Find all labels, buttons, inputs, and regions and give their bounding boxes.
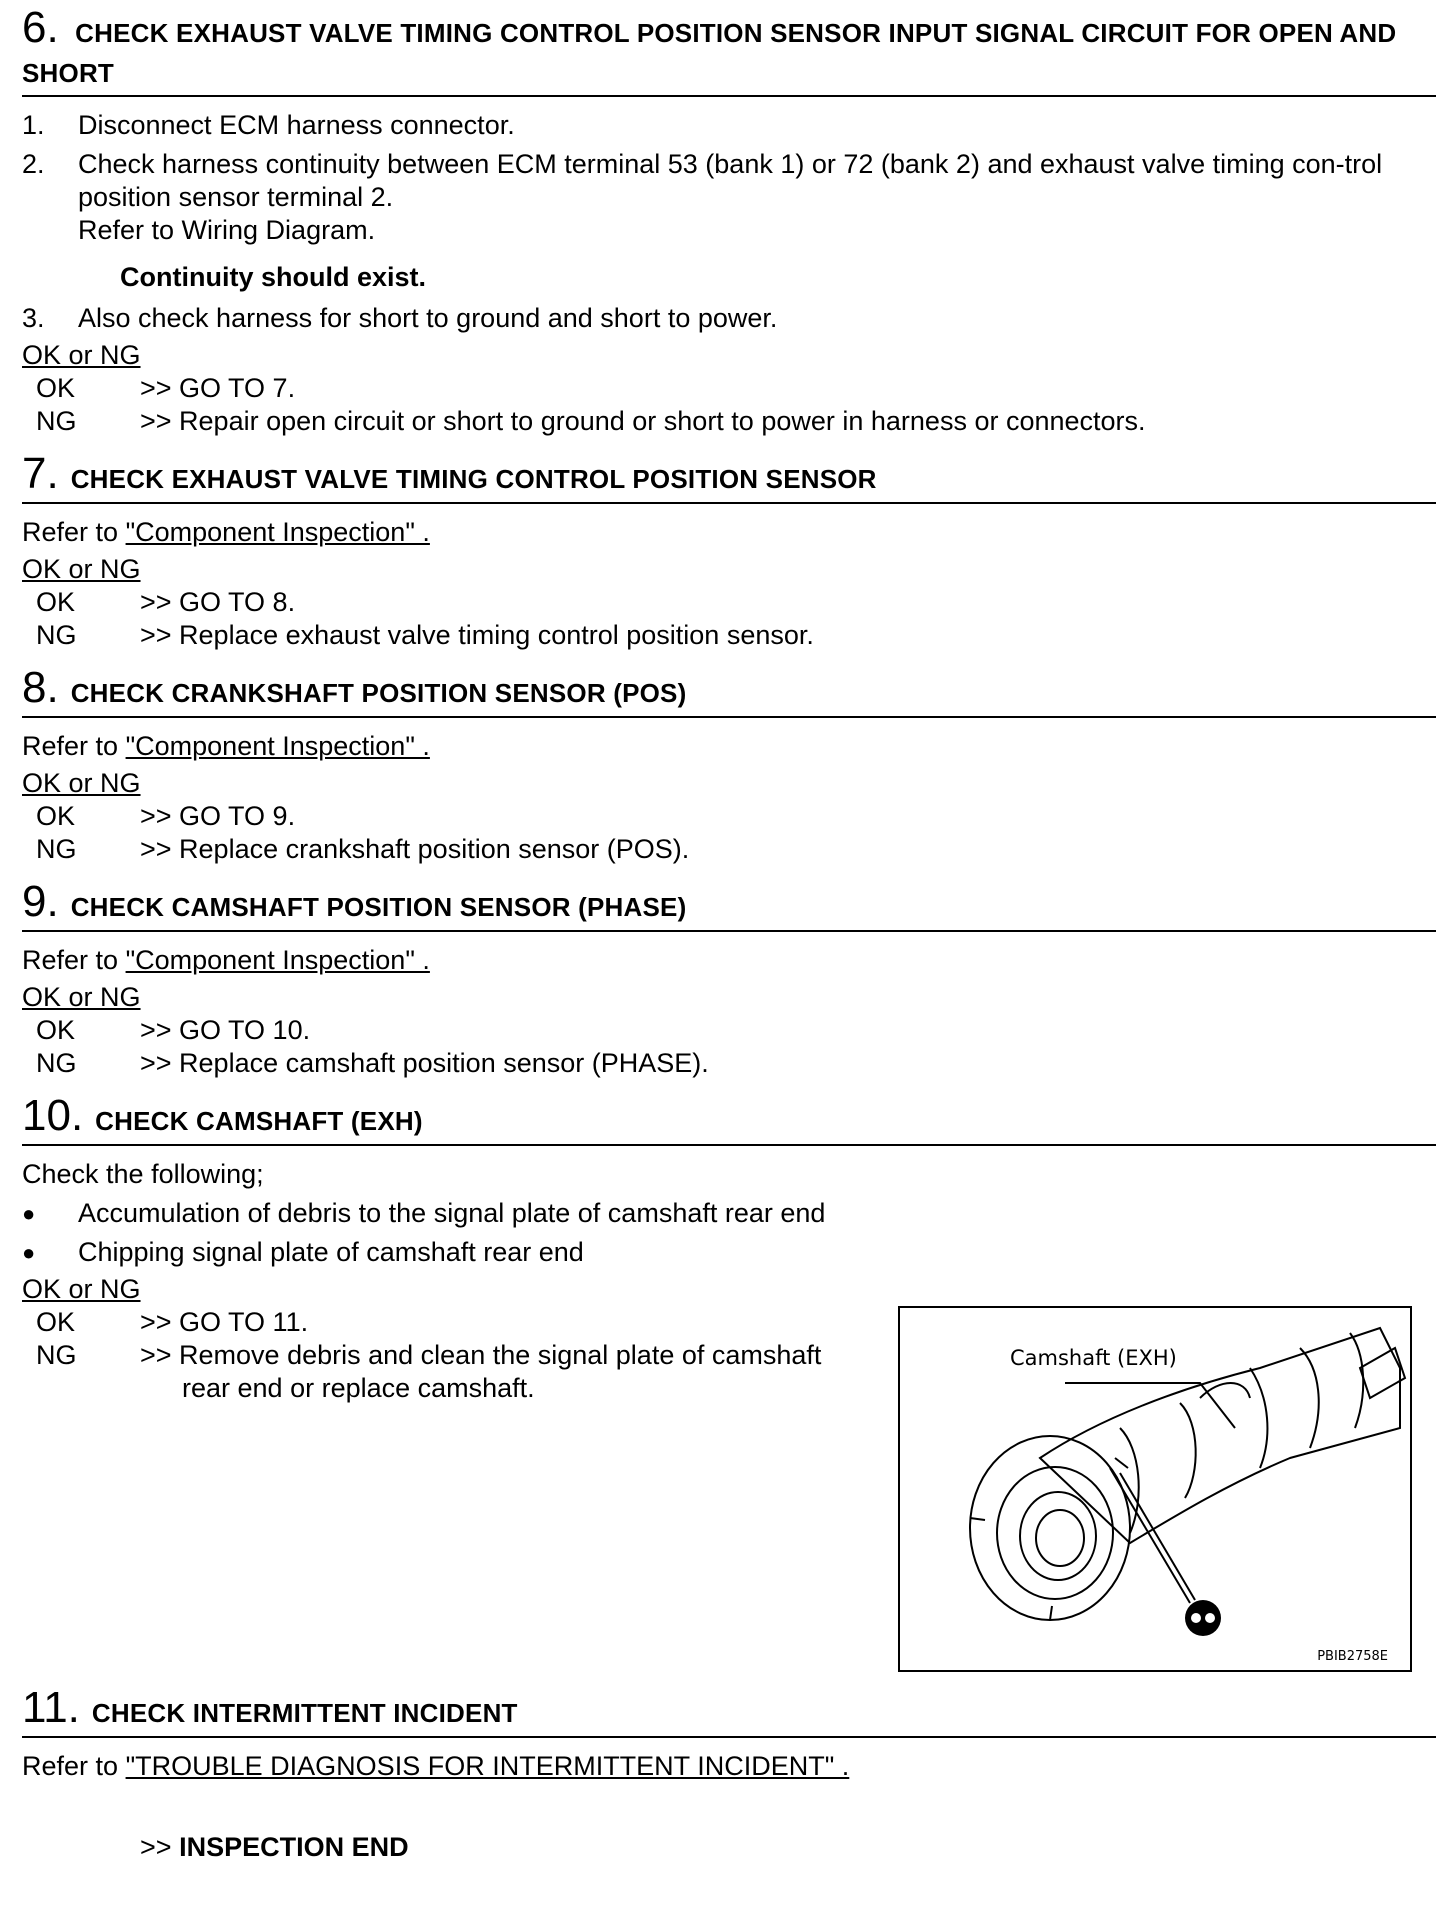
component-inspection-link[interactable]: "Component Inspection" . (125, 731, 430, 761)
step-9-number: 9. (22, 877, 59, 926)
step-6-title: CHECK EXHAUST VALVE TIMING CONTROL POSITION SENSOR INPUT SIGNAL CIRCUIT FOR OPEN AND SHORT (22, 18, 1397, 88)
list-number: 2. (22, 149, 45, 179)
ok-or-ng-label: OK or NG (22, 768, 141, 798)
result-ok: OK >> GO TO 10. (36, 1015, 311, 1045)
result-ok: OK >> GO TO 8. (36, 587, 296, 617)
step-10-title: CHECK CAMSHAFT (EXH) (95, 1106, 423, 1136)
camshaft-figure (898, 1306, 1412, 1672)
inspection-symbol-icon (1185, 1600, 1221, 1636)
ok-or-ng-label: OK or NG (22, 554, 141, 584)
figure-code: PBIB2758E (1317, 1649, 1388, 1664)
step-10-body (22, 1146, 902, 1405)
list-number: 1. (22, 110, 45, 140)
list-item (22, 148, 1436, 247)
list-item (22, 302, 1436, 335)
step-11-title: CHECK INTERMITTENT INCIDENT (91, 1698, 518, 1728)
result-ng: NG >> Repair open circuit or short to ground or short to power in harness or connectors. (36, 406, 1146, 436)
figure-label: Camshaft (EXH) (1010, 1346, 1177, 1370)
result-ok: OK >> GO TO 9. (36, 801, 296, 831)
step-11 (22, 1680, 1436, 1864)
step-11-number: 11. (22, 1683, 80, 1732)
step-9 (22, 874, 1436, 1080)
refer-line: Refer to "Component Inspection" . (22, 731, 430, 761)
component-inspection-link[interactable]: "Component Inspection" . (125, 517, 430, 547)
refer-wiring-diagram: Refer to Wiring Diagram. (78, 215, 376, 245)
step-7-number: 7. (22, 449, 59, 498)
step-11-header (22, 1680, 1436, 1738)
list-item (22, 109, 1436, 142)
result-ng: NG >> Remove debris and clean the signal plate of camshaft rear end or replace camshaft. (36, 1340, 822, 1403)
step-10-header (22, 1088, 1436, 1146)
bullet-icon: ● (22, 1240, 36, 1265)
result-ng: NG >> Replace crankshaft position sensor (POS). (36, 834, 690, 864)
refer-line: Refer to "Component Inspection" . (22, 945, 430, 975)
result-ng: NG >> Replace camshaft position sensor (PHASE). (36, 1048, 709, 1078)
step-6-body (22, 97, 1436, 438)
bullet-icon: ● (22, 1201, 36, 1226)
result-ng: NG >> Replace exhaust valve timing control position sensor. (36, 620, 814, 650)
step-10-number: 10. (22, 1091, 84, 1140)
step-7 (22, 446, 1436, 652)
step-11-body (22, 1738, 1436, 1864)
list-text: Also check harness for short to ground and short to power. (78, 303, 778, 333)
intro-text: Check the following; (22, 1159, 264, 1189)
document-page (22, 0, 1436, 1405)
camshaft-illustration (900, 1308, 1410, 1670)
refer-line: Refer to "Component Inspection" . (22, 517, 430, 547)
refer-line: Refer to "TROUBLE DIAGNOSIS FOR INTERMITTENT INCIDENT" . (22, 1751, 850, 1781)
step-9-header (22, 874, 1436, 932)
result-ok: OK >> GO TO 7. (36, 373, 296, 403)
ok-or-ng-label: OK or NG (22, 1274, 141, 1304)
step-8-title: CHECK CRANKSHAFT POSITION SENSOR (POS) (70, 678, 687, 708)
result-ok: OK >> GO TO 11. (36, 1307, 309, 1337)
list-number: 3. (22, 303, 45, 333)
step-8 (22, 660, 1436, 866)
step-6-number: 6. (22, 3, 59, 52)
step-8-body (22, 718, 1436, 866)
continuity-spec: Continuity should exist. (120, 262, 427, 292)
step-6-header (22, 4, 1436, 97)
step-9-title: CHECK CAMSHAFT POSITION SENSOR (PHASE) (70, 892, 687, 922)
step-6 (22, 4, 1436, 438)
list-text: Check harness continuity between ECM terminal 53 (bank 1) or 72 (bank 2) and exhaust valve timing con-trol position sensor terminal 2. Refer to Wiring Diagram. (78, 149, 1383, 245)
list-item: ● Chipping signal plate of camshaft rear end (22, 1237, 584, 1267)
inspection-end: >> INSPECTION END (140, 1832, 409, 1862)
step-7-header (22, 446, 1436, 504)
step-9-body (22, 932, 1436, 1080)
component-inspection-link[interactable]: "Component Inspection" . (125, 945, 430, 975)
list-item: ● Accumulation of debris to the signal plate of camshaft rear end (22, 1198, 826, 1228)
step-8-number: 8. (22, 663, 59, 712)
step-7-body (22, 504, 1436, 652)
step-7-title: CHECK EXHAUST VALVE TIMING CONTROL POSITION SENSOR (70, 464, 877, 494)
intermittent-incident-link[interactable]: "TROUBLE DIAGNOSIS FOR INTERMITTENT INCIDENT" . (125, 1751, 850, 1781)
ok-or-ng-label: OK or NG (22, 982, 141, 1012)
list-text: Disconnect ECM harness connector. (78, 110, 515, 140)
ok-or-ng-label: OK or NG (22, 340, 141, 370)
step-8-header (22, 660, 1436, 718)
